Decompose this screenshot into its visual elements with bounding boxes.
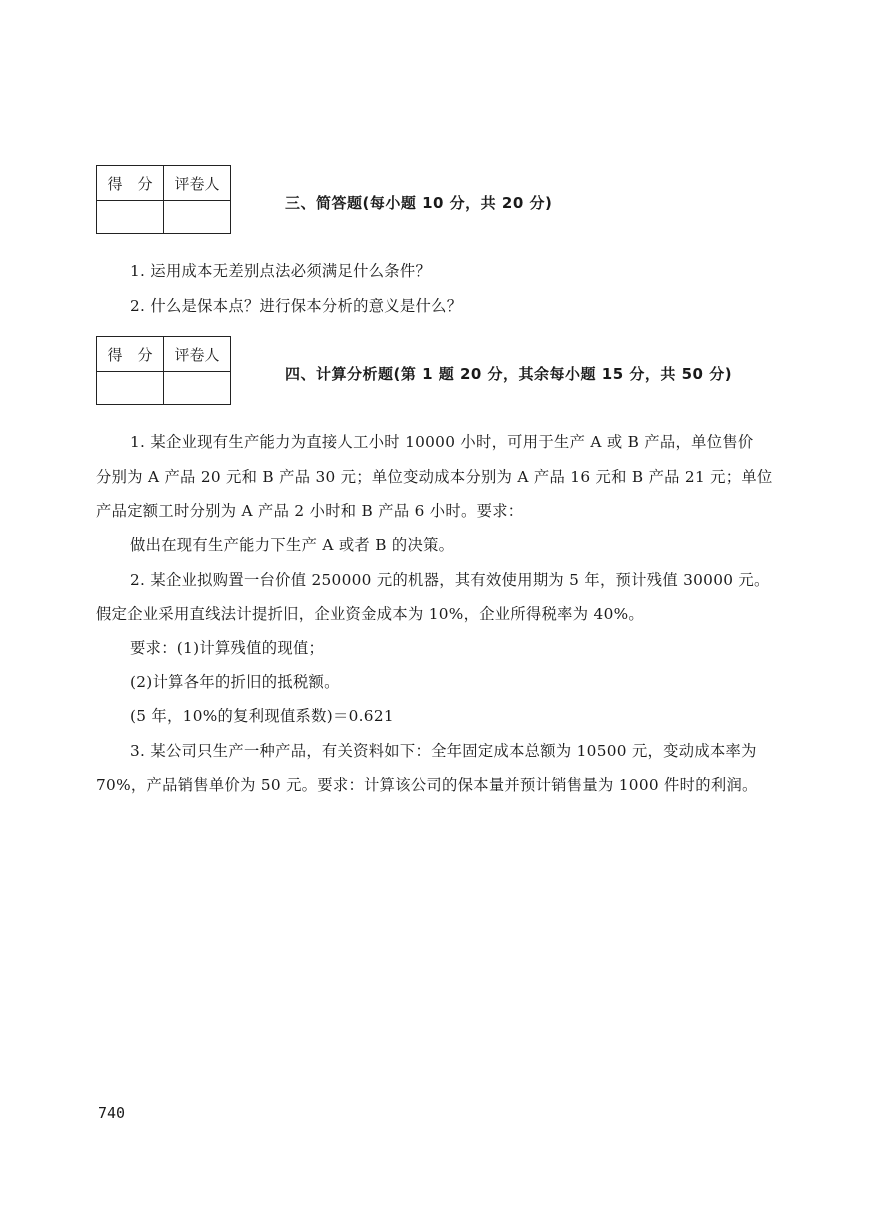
grader-cell: [164, 201, 231, 234]
grader-label: 评卷人: [164, 166, 231, 201]
q1-line-1: 1. 某企业现有生产能力为直接人工小时 10000 小时，可用于生产 A 或 B 产品，单位售价: [130, 433, 754, 451]
q2-requirement-1: 要求：(1)计算残值的现值；: [130, 639, 325, 657]
score-label: 得 分: [97, 166, 164, 201]
q2-line-1: 2. 某企业拟购置一台价值 250000 元的机器，其有效使用期为 5 年，预计残值 30000 元。: [130, 571, 770, 589]
q3-line-1: 3. 某公司只生产一种产品，有关资料如下：全年固定成本总额为 10500 元，变动成本率为: [130, 742, 757, 760]
section4-title: 四、计算分析题(第 1 题 20 分，其余每小题 15 分，共 50 分): [285, 365, 733, 383]
q3-line-2: 70%，产品销售单价为 50 元。要求：计算该公司的保本量并预计销售量为 1000 件时的利润。: [96, 776, 758, 794]
section3-title: 三、简答题(每小题 10 分，共 20 分): [285, 194, 553, 212]
score-cell: [97, 372, 164, 405]
section3-question-1: 1. 运用成本无差别点法必须满足什么条件？: [130, 262, 432, 280]
score-cell: [97, 201, 164, 234]
q2-requirement-2: (2)计算各年的折旧的抵税额。: [130, 673, 340, 691]
q1-line-2: 分别为 A 产品 20 元和 B 产品 30 元；单位变动成本分别为 A 产品 16 元和 B 产品 21 元；单位: [96, 468, 773, 486]
score-box-section3: [96, 165, 231, 234]
score-box-section4: [96, 336, 231, 405]
section3-question-2: 2. 什么是保本点？进行保本分析的意义是什么？: [130, 297, 463, 315]
q2-coefficient: (5 年，10%的复利现值系数)＝0.621: [130, 707, 394, 725]
q1-requirement: 做出在现有生产能力下生产 A 或者 B 的决策。: [130, 536, 455, 554]
q2-line-2: 假定企业采用直线法计提折旧，企业资金成本为 10%，企业所得税率为 40%。: [96, 605, 645, 623]
page-number: 740: [98, 1104, 126, 1122]
q1-line-3: 产品定额工时分别为 A 产品 2 小时和 B 产品 6 小时。要求：: [96, 502, 524, 520]
grader-label: 评卷人: [164, 337, 231, 372]
score-label: 得 分: [97, 337, 164, 372]
grader-cell: [164, 372, 231, 405]
